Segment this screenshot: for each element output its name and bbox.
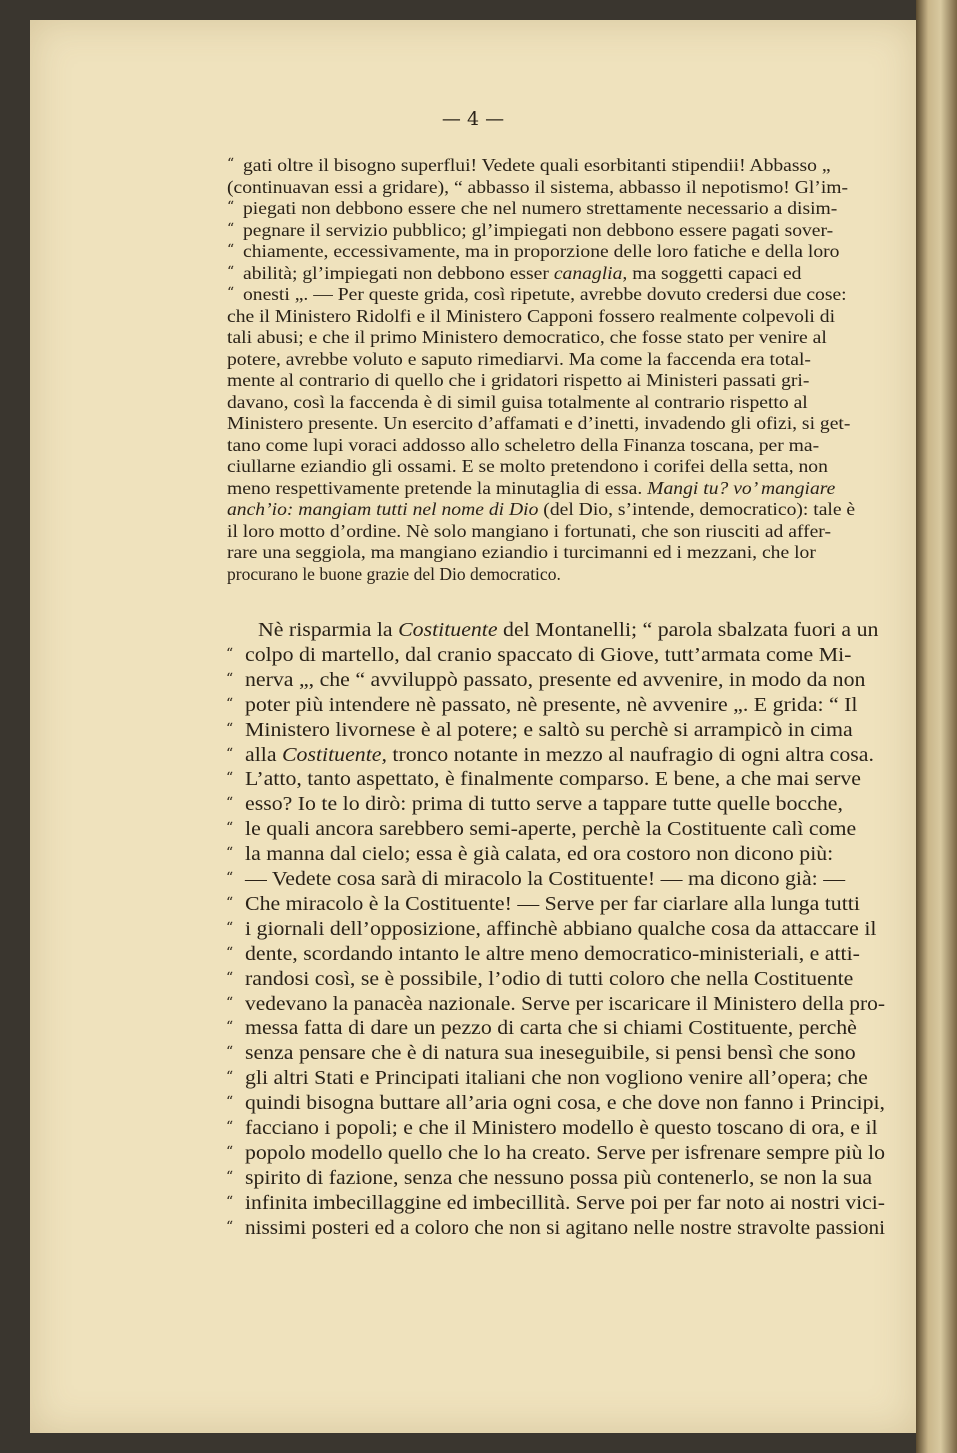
line-text: procurano le buone grazie del Dio democratico. [227,563,561,584]
quote-mark: “ [226,894,234,911]
quote-mark: “ [226,670,234,687]
italic-text: anch’io: mangiam tutti nel nome di Dio [227,499,539,519]
line-text: popolo modello quello che lo ha creato. Serve per isfrenare sempre più lo [245,1142,886,1164]
quote-mark: “ [226,870,234,886]
text-line [227,177,848,198]
line-text: davano, così la faccenda è di simil guisa totalmente al contrario rispetto al [227,391,808,412]
line-text: chiamente, eccessivamente, ma in proporzione delle loro fatiche e della loro [243,241,840,261]
text-line [227,370,809,391]
text-line [243,284,847,305]
text-line [227,542,816,563]
text-line [245,670,865,692]
text-line [258,620,878,642]
line-text: — Vedete cosa sarà di miracolo la Costituente! — ma dicono già: — [245,869,846,890]
book-spine-edge [916,0,957,1453]
italic-text: Costituente [398,620,498,641]
text-line [245,944,860,966]
line-text: dente, scordando intanto le altre meno democratico-ministeriali, e atti- [245,943,860,965]
text-line [243,198,837,219]
text-line [243,241,839,262]
text-line [245,1168,872,1190]
line-text: abilità; gl’impiegati non debbono esser [243,262,554,283]
text-line [245,1093,885,1115]
text-line [227,456,828,477]
quote-mark: “ [226,1069,234,1086]
text-line [245,819,856,841]
line-text: le quali ancora sarebbero semi-aperte, perchè la Costituente calì come [245,819,857,841]
quote-mark: “ [226,720,234,737]
line-text: gati oltre il bisogno superflui! Vedete quali esorbitanti stipendii! Abbasso „ [243,155,831,175]
quote-mark: “ [226,1019,234,1036]
quote-mark: “ [226,1094,234,1111]
text-line [245,994,885,1016]
text-line [245,1118,878,1140]
quote-mark: “ [227,199,235,215]
line-text: poter più intendere nè passato, nè presente, nè avvenire „. E grida: “ Il [245,694,858,716]
text-line [227,327,827,348]
text-line [245,1143,885,1165]
italic-text: Mangi tu? vo’ mangiare [647,477,836,498]
page-number: — 4 — [441,108,505,130]
line-text: pegnare il servizio pubblico; gl’impiegati non debbono essere pagati sover- [243,219,834,240]
text-line [227,435,819,456]
quote-mark: “ [227,242,235,258]
text-line [245,1218,885,1240]
text-line [245,919,876,941]
line-text: Ministero livornese è al potere; e saltò su perchè si arrampicò in cima [245,719,853,741]
text-line [243,263,801,284]
text-line [245,1043,856,1065]
quote-mark: “ [226,994,234,1011]
italic-text: canaglia, [553,262,628,283]
line-text-after: tronco notante in mezzo al naufragio di ogni altra cosa. [386,744,874,766]
quote-mark: “ [226,820,234,837]
line-text: senza pensare che è di natura sua ineseguibile, si pensi bensì che sono [245,1043,856,1065]
text-line [227,349,811,370]
text-line [245,1068,868,1090]
line-text-after: del Montanelli; “ parola sbalzata fuori a un [497,620,879,641]
line-text: spirito di fazione, senza che nessuno possa più contenerlo, se non la sua [245,1167,873,1189]
text-line [245,869,845,891]
quote-mark: “ [226,845,234,862]
line-text: tali abusi; e che il primo Ministero democratico, che fosse stato per venire al [227,327,827,347]
text-line [227,499,855,520]
line-text: la manna dal cielo; essa è già calata, ed ora costoro non dicono più: [245,844,834,866]
line-text: i giornali dell’opposizione, affinchè abbiano qualche cosa da attaccare il [245,918,877,940]
line-text: potere, avrebbe voluto e saputo rimediarvi. Ma come la faccenda era total- [227,348,811,369]
text-line [245,894,860,916]
line-text: Che miracolo è la Costituente! — Serve per far ciarlare alla lunga tutti [245,893,860,915]
italic-text: Costituente, [281,744,387,766]
text-line [245,1193,885,1215]
line-text: messa fatta di dare un pezzo di carta che si chiami Costituente, perchè [245,1018,857,1040]
quote-mark: “ [226,770,234,787]
line-text: infinita imbecillaggine ed imbecillità. Serve poi per far noto ai nostri vici- [245,1192,885,1214]
quote-mark: “ [226,1193,234,1210]
line-text: onesti „. — Per queste grida, così ripetute, avrebbe dovuto credersi due cose: [243,284,847,304]
line-text: Nè risparmia la [258,620,399,641]
line-text-after: (del Dio, s’intende, democratico): tale è [538,499,856,519]
quote-mark: “ [226,1168,234,1185]
text-line [227,564,561,585]
line-text: gli altri Stati e Principati italiani che non vogliono venire all’opera; che [245,1068,868,1090]
text-line [227,392,808,413]
text-line [227,306,835,327]
text-line [245,645,851,667]
text-line [245,720,853,742]
quote-mark: “ [227,263,235,280]
text-line [245,1018,857,1040]
line-text: rare una seggiola, ma mangiano eziandio i turcimanni ed i mezzani, che lor [227,542,816,562]
text-line [227,521,831,542]
line-text: colpo di martello, dal cranio spaccato di Giove, tutt’armata come Mi- [245,644,852,666]
line-text: (continuavan essi a gridare), “ abbasso il sistema, abbasso il nepotismo! Gl’im- [227,176,849,197]
quote-mark: “ [226,919,234,936]
line-text: nissimi posteri ed a coloro che non si agitano nelle nostre stravolte passioni [245,1217,885,1239]
text-line [227,478,835,499]
text-line [243,155,831,176]
quote-mark: “ [226,1143,234,1160]
line-text: il loro motto d’ordine. Nè solo mangiano i fortunati, che son riusciti ad affer- [227,520,831,541]
text-line [245,769,861,791]
quote-mark: “ [226,969,234,986]
line-text: alla [245,744,282,766]
line-text: piegati non debbono essere che nel numero strettamente necessario a disim- [243,198,838,218]
text-line [243,220,833,241]
quote-mark: “ [227,285,235,301]
quote-mark: “ [226,745,234,762]
text-line [245,745,874,767]
line-text: che il Ministero Ridolfi e il Ministero Capponi fossero realmente colpevoli di [227,305,836,326]
line-text: Ministero presente. Un esercito d’affamati e d’inetti, invadendo gli ofizi, si get- [227,413,851,433]
text-line [245,695,857,717]
line-text: tano come lupi voraci addosso allo scheletro della Finanza toscana, per ma- [227,434,820,455]
quote-mark: “ [226,645,234,662]
line-text: facciano i popoli; e che il Ministero modello è questo toscano di ora, e il [245,1118,878,1139]
text-line [245,844,833,866]
line-text: esso? Io te lo dirò: prima di tutto serve a tappare tutte quelle bocche, [245,794,843,816]
quote-mark: “ [226,1044,234,1061]
line-text: mente al contrario di quello che i gridatori rispetto ai Ministeri passati gri- [227,370,810,390]
line-text: nerva „, che “ avviluppò passato, presente ed avvenire, in modo da non [245,669,866,691]
quote-mark: “ [226,944,234,961]
line-text: randosi così, se è possibile, l’odio di tutti coloro che nella Costituente [245,968,854,990]
quote-mark: “ [226,1119,234,1135]
text-line [245,794,843,816]
line-text-after: ma soggetti capaci ed [627,262,802,283]
quote-mark: “ [227,156,235,172]
book-page [30,20,916,1433]
line-text: vedevano la panacèa nazionale. Serve per iscaricare il Ministero della pro- [245,993,886,1015]
quote-mark: “ [226,1218,234,1235]
quote-mark: “ [226,795,234,812]
line-text: ciullarne eziandio gli ossami. E se molto pretendono i corifei della setta, non [227,456,828,476]
quote-mark: “ [226,695,234,712]
line-text: L’atto, tanto aspettato, è finalmente comparso. E bene, a che mai serve [245,769,861,791]
line-text: meno respettivamente pretende la minutaglia di essa. [227,477,648,498]
text-line [227,413,850,434]
line-text: quindi bisogna buttare all’aria ogni cosa, e che dove non fanno i Principi, [245,1093,886,1115]
quote-mark: “ [227,220,235,237]
text-line [245,969,853,991]
